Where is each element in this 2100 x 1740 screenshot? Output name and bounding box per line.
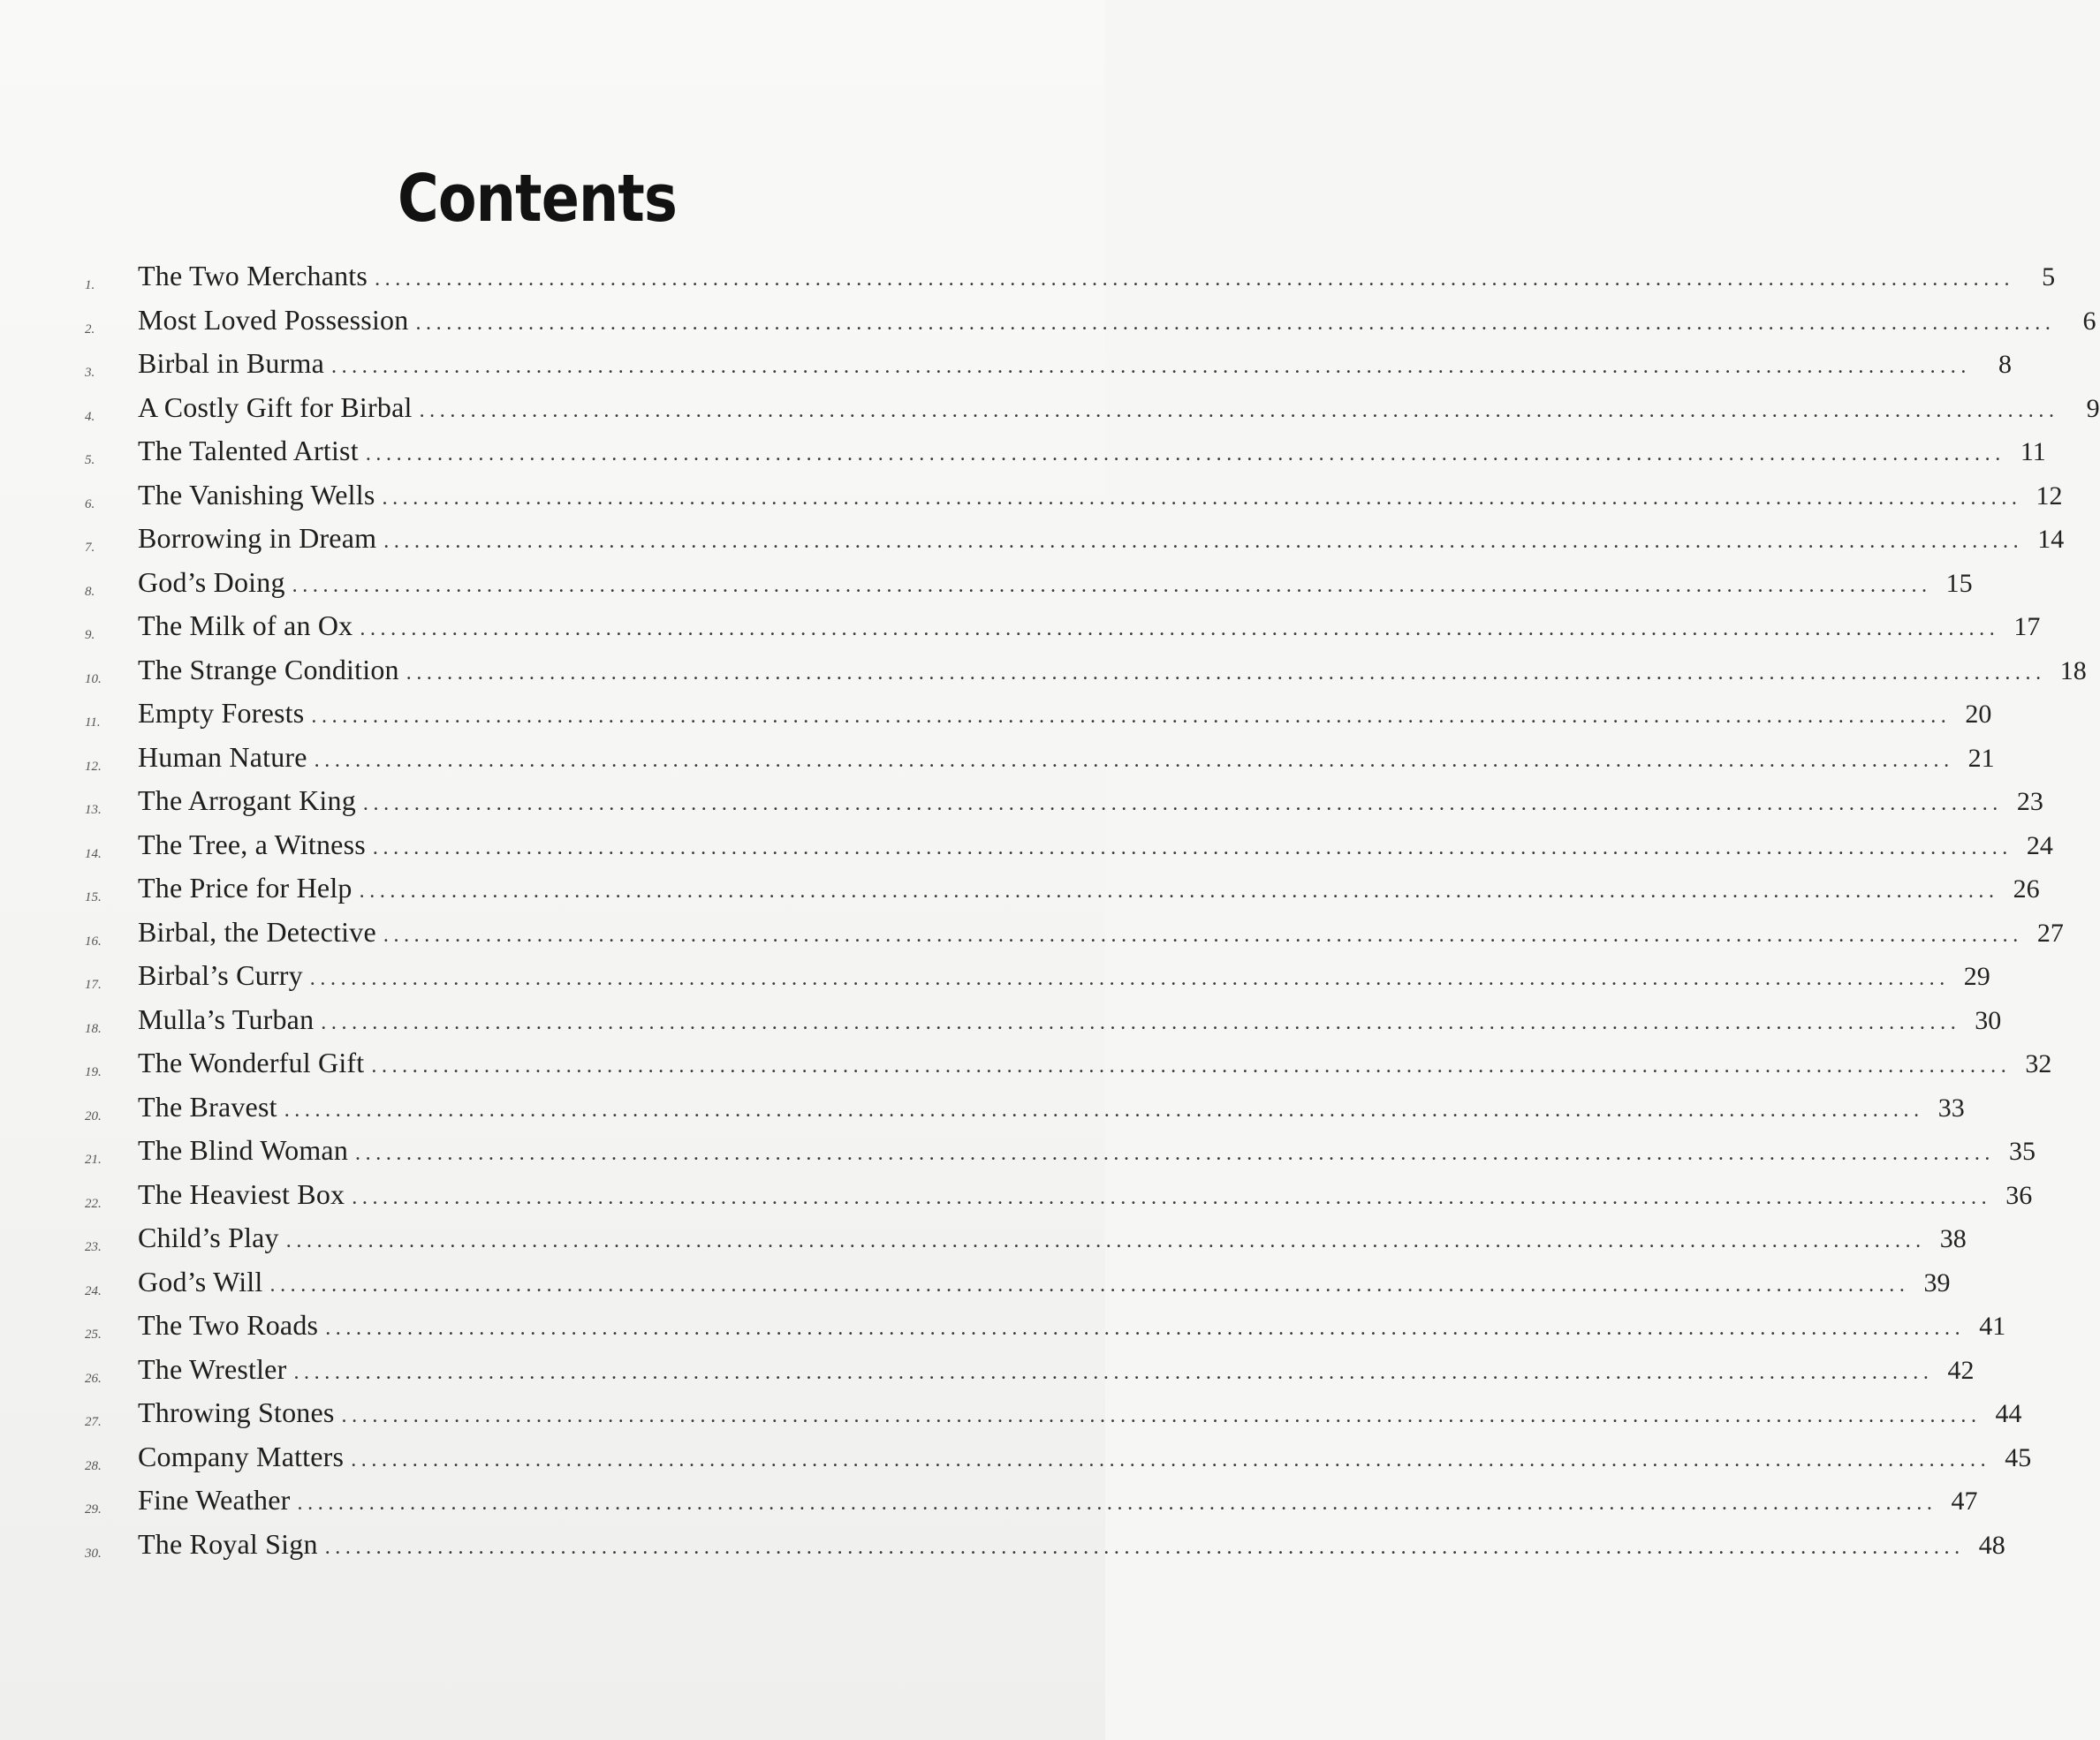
toc-entry xyxy=(85,1047,2052,1091)
dot-leader: ................................................................................................................................................................ xyxy=(355,1142,1996,1165)
toc-entry xyxy=(85,609,2041,654)
toc-entry-title: The Bravest xyxy=(138,1090,277,1123)
toc-entry-page-number: 35 xyxy=(2009,1137,2036,1166)
toc-entry-title: The Wrestler xyxy=(138,1352,287,1385)
toc-entry xyxy=(85,1177,2033,1222)
toc-entry-number: 14. xyxy=(85,846,102,861)
toc-entry-page-number: 38 xyxy=(1939,1224,1967,1253)
toc-entry xyxy=(85,1396,2022,1441)
toc-entry-title: The Milk of an Ox xyxy=(138,609,353,641)
toc-entry xyxy=(85,1527,2005,1572)
toc-entry xyxy=(85,1309,2006,1353)
toc-entry-number: 23. xyxy=(85,1240,102,1254)
toc-entry xyxy=(85,347,2012,391)
dot-leader: ................................................................................................................................................................ xyxy=(309,967,1950,990)
dot-leader: ................................................................................................................................................................ xyxy=(285,1229,1926,1252)
toc-entry-title: Empty Forests xyxy=(138,697,305,729)
toc-entry-number: 24. xyxy=(85,1283,102,1298)
toc-entry-number: 13. xyxy=(85,803,102,817)
toc-entry-page-number: 12 xyxy=(2036,480,2063,511)
toc-entry xyxy=(85,1002,2002,1048)
dot-leader: ................................................................................................................................................................ xyxy=(365,443,2005,465)
toc-entry xyxy=(85,1222,1967,1266)
dot-leader: ................................................................................................................................................................ xyxy=(351,1448,1991,1471)
toc-entry-number: 10. xyxy=(85,671,102,686)
toc-entry xyxy=(85,522,2065,566)
toc-entry-page-number: 20 xyxy=(1965,700,1992,729)
toc-entry-number: 21. xyxy=(85,1153,102,1167)
toc-entry-number: 15. xyxy=(85,890,102,904)
toc-entry xyxy=(85,303,2096,348)
toc-entry-title: Most Loved Possession xyxy=(138,303,409,336)
toc-entry-page-number: 23 xyxy=(2016,787,2043,816)
dot-leader: ................................................................................................................................................................ xyxy=(341,1404,1982,1427)
toc-entry-page-number: 41 xyxy=(1979,1312,2006,1341)
dot-leader: ................................................................................................................................................................ xyxy=(352,1185,1992,1209)
toc-entry-number: 2. xyxy=(85,322,95,337)
toc-entry-page-number: 5 xyxy=(2042,262,2056,291)
toc-entry-page-number: 45 xyxy=(2005,1442,2032,1472)
dot-leader: ................................................................................................................................................................ xyxy=(360,617,2000,640)
toc-entry xyxy=(85,260,2056,304)
toc-entry-page-number: 33 xyxy=(1937,1093,1965,1123)
toc-entry-number: 16. xyxy=(85,934,102,949)
dot-leader: ................................................................................................................................................................ xyxy=(362,792,2003,815)
toc-entry-page-number: 21 xyxy=(1967,743,1995,773)
toc-entry-number: 29. xyxy=(85,1502,102,1517)
toc-entry-number: 30. xyxy=(85,1546,102,1561)
toc-entry-page-number: 26 xyxy=(2013,874,2040,904)
toc-entry xyxy=(85,915,2064,960)
toc-entry-title: Birbal’s Curry xyxy=(138,959,303,991)
toc-entry-page-number: 8 xyxy=(1998,350,2012,379)
dot-leader: ................................................................................................................................................................ xyxy=(383,530,2024,553)
toc-entry-title: The Two Roads xyxy=(138,1309,319,1341)
toc-entry-page-number: 29 xyxy=(1963,962,1990,991)
toc-entry xyxy=(85,565,1973,610)
toc-entry-title: Mulla’s Turban xyxy=(138,1002,315,1035)
toc-entry-title: The Heaviest Box xyxy=(138,1177,345,1210)
dot-leader: ................................................................................................................................................................ xyxy=(383,923,2023,947)
toc-entry-title: Human Nature xyxy=(138,740,307,773)
toc-entry xyxy=(85,740,1995,785)
toc-entry-number: 28. xyxy=(85,1458,102,1473)
toc-entry xyxy=(85,1440,2032,1485)
toc-entry-number: 7. xyxy=(85,541,95,555)
toc-entry-page-number: 44 xyxy=(1995,1399,2022,1428)
toc-entry-number: 11. xyxy=(85,715,101,730)
toc-entry-title: The Arrogant King xyxy=(138,784,356,816)
toc-entry xyxy=(85,1134,2036,1178)
dot-leader: ................................................................................................................................................................ xyxy=(311,705,1952,728)
toc-entry xyxy=(85,959,1990,1003)
dot-leader: ................................................................................................................................................................ xyxy=(406,661,2046,685)
toc-entry-title: Fine Weather xyxy=(138,1484,291,1516)
dot-leader: ................................................................................................................................................................ xyxy=(324,1535,1965,1559)
table-of-contents xyxy=(85,260,2100,1571)
toc-entry xyxy=(85,653,2087,698)
toc-entry-number: 18. xyxy=(85,1021,102,1036)
dot-leader: ................................................................................................................................................................ xyxy=(297,1492,1937,1515)
toc-entry xyxy=(85,478,2063,523)
toc-entry-page-number: 15 xyxy=(1945,568,1973,598)
toc-entry-title: A Costly Gift for Birbal xyxy=(138,390,413,423)
toc-entry-page-number: 18 xyxy=(2059,655,2087,685)
toc-entry-number: 12. xyxy=(85,759,102,774)
toc-entry-page-number: 36 xyxy=(2005,1180,2033,1210)
dot-leader: ................................................................................................................................................................ xyxy=(372,836,2013,859)
dot-leader: ................................................................................................................................................................ xyxy=(314,748,1954,772)
toc-entry-title: The Price for Help xyxy=(138,872,353,904)
toc-entry-number: 27. xyxy=(85,1415,102,1429)
toc-entry xyxy=(85,435,2046,479)
dot-leader: ................................................................................................................................................................ xyxy=(419,398,2059,422)
toc-entry xyxy=(85,1090,1965,1135)
dot-leader: ................................................................................................................................................................ xyxy=(359,880,1999,903)
toc-entry-number: 6. xyxy=(85,496,95,511)
toc-entry-page-number: 6 xyxy=(2082,306,2096,336)
dot-leader: ................................................................................................................................................................ xyxy=(330,355,1971,378)
toc-entry-number: 22. xyxy=(85,1196,102,1211)
toc-entry-page-number: 24 xyxy=(2026,830,2053,860)
toc-entry-title: Borrowing in Dream xyxy=(138,522,377,554)
toc-entry xyxy=(85,1484,1978,1528)
toc-entry xyxy=(85,1352,1975,1397)
toc-entry-title: The Two Merchants xyxy=(138,260,368,291)
toc-entry-title: The Vanishing Wells xyxy=(138,478,375,511)
toc-entry-title: The Wonderful Gift xyxy=(138,1047,365,1078)
toc-entry-title: Birbal in Burma xyxy=(138,347,324,379)
toc-entry-title: Company Matters xyxy=(138,1440,345,1472)
page-title: Contents xyxy=(397,161,678,237)
dot-leader: ................................................................................................................................................................ xyxy=(325,1317,1966,1340)
toc-entry-number: 8. xyxy=(85,584,95,599)
toc-entry-title: Child’s Play xyxy=(138,1222,279,1253)
toc-entry-page-number: 11 xyxy=(2020,437,2046,466)
toc-entry xyxy=(85,390,2100,435)
toc-entry-page-number: 27 xyxy=(2036,918,2064,948)
toc-entry xyxy=(85,784,2043,828)
toc-entry xyxy=(85,872,2040,916)
toc-entry xyxy=(85,828,2053,873)
toc-entry-page-number: 39 xyxy=(1923,1267,1951,1297)
toc-entry-page-number: 14 xyxy=(2037,525,2065,554)
toc-entry-page-number: 32 xyxy=(2025,1049,2052,1078)
dot-leader: ................................................................................................................................................................ xyxy=(371,1055,2012,1078)
dot-leader: ................................................................................................................................................................ xyxy=(321,1010,1961,1034)
toc-entry xyxy=(85,1265,1951,1310)
toc-entry-title: The Strange Condition xyxy=(138,653,399,685)
dot-leader: ................................................................................................................................................................ xyxy=(284,1098,1924,1122)
toc-entry-number: 20. xyxy=(85,1108,102,1123)
toc-entry-title: Birbal, the Detective xyxy=(138,915,376,948)
toc-entry-number: 26. xyxy=(85,1371,102,1386)
dot-leader: ................................................................................................................................................................ xyxy=(382,486,2022,510)
toc-entry-page-number: 47 xyxy=(1951,1487,1978,1516)
toc-entry-title: The Royal Sign xyxy=(138,1527,318,1560)
toc-entry-number: 4. xyxy=(85,409,95,424)
toc-entry-number: 25. xyxy=(85,1328,102,1342)
toc-entry-page-number: 9 xyxy=(2086,393,2100,423)
toc-entry-title: The Talented Artist xyxy=(138,435,359,466)
toc-entry-page-number: 48 xyxy=(1978,1530,2005,1560)
dot-leader: ................................................................................................................................................................ xyxy=(293,1360,1934,1384)
dot-leader: ................................................................................................................................................................ xyxy=(292,573,1932,597)
toc-entry-title: The Tree, a Witness xyxy=(138,828,366,860)
toc-entry-page-number: 42 xyxy=(1947,1355,1975,1385)
dot-leader: ................................................................................................................................................................ xyxy=(415,311,2056,335)
toc-entry-title: God’s Doing xyxy=(138,565,285,598)
toc-entry-title: God’s Will xyxy=(138,1265,263,1297)
toc-entry-number: 3. xyxy=(85,366,95,380)
toc-entry-number: 17. xyxy=(85,978,102,992)
toc-entry-page-number: 30 xyxy=(1975,1005,2002,1035)
toc-entry-number: 9. xyxy=(85,628,95,642)
toc-entry xyxy=(85,697,1992,741)
toc-entry-number: 1. xyxy=(85,278,95,292)
dot-leader: ................................................................................................................................................................ xyxy=(269,1273,1910,1297)
toc-entry-title: The Blind Woman xyxy=(138,1134,349,1166)
toc-entry-number: 5. xyxy=(85,453,95,467)
dot-leader: ................................................................................................................................................................ xyxy=(375,268,2015,291)
toc-entry-page-number: 17 xyxy=(2013,612,2041,641)
toc-entry-number: 19. xyxy=(85,1065,102,1079)
toc-entry-title: Throwing Stones xyxy=(138,1396,335,1428)
